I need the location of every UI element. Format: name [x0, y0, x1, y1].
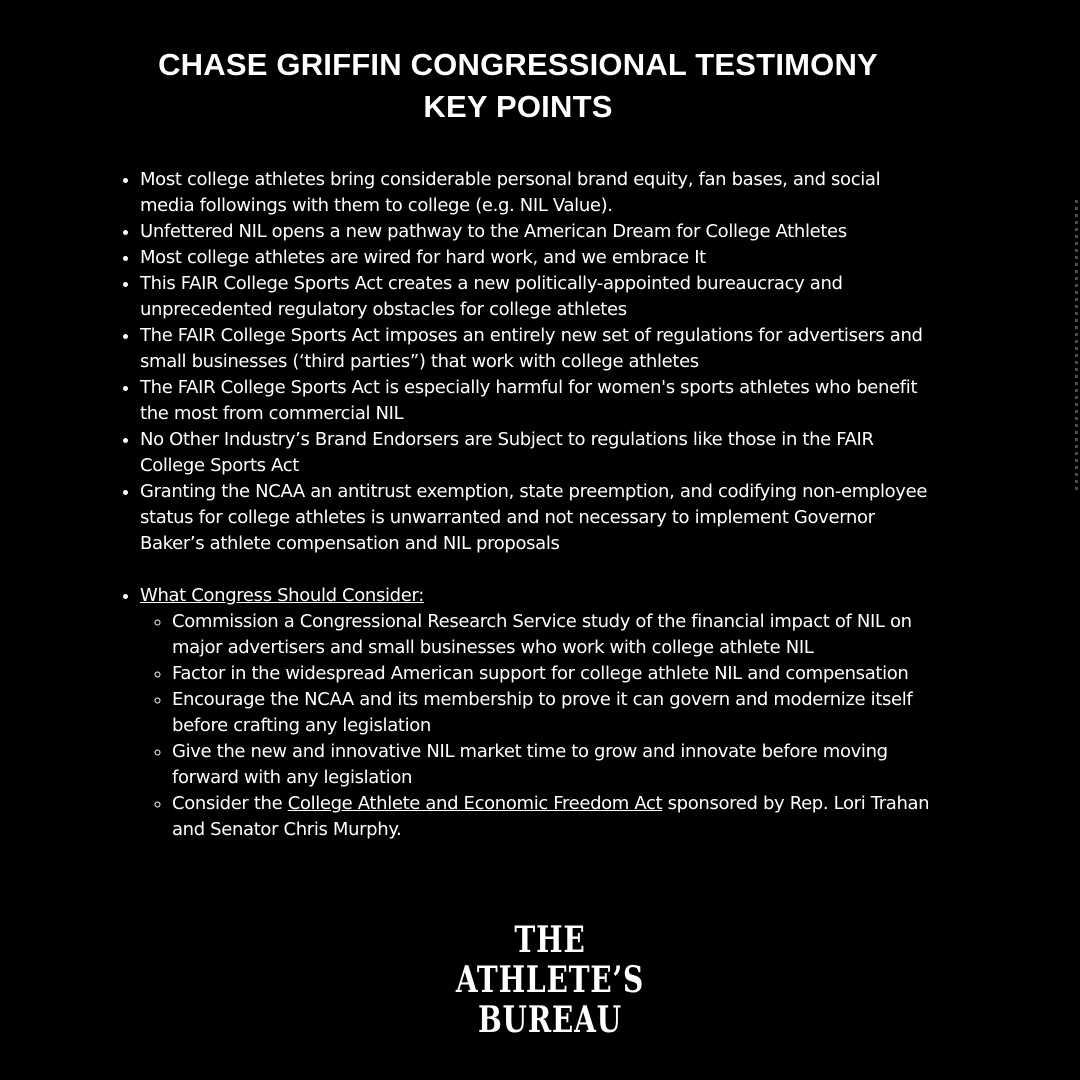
title-line-2: KEY POINTS [423, 89, 613, 124]
consider-item-2: ◦ Factor in the widespread American support for college athlete NIL and compensation [172, 661, 930, 687]
key-points-content [110, 167, 930, 843]
key-point-4: • This FAIR College Sports Act creates a new politically-appointed bureaucracy and unprecedented regulatory obstacles for college athletes [140, 271, 930, 323]
edge-watermark [1075, 200, 1078, 490]
title-line-1: CHASE GRIFFIN CONGRESSIONAL TESTIMONY [158, 47, 878, 82]
consider-item-1: ◦ Commission a Congressional Research Service study of the financial impact of NIL on major advertisers and small businesses who work with college athlete NIL [172, 609, 930, 661]
consider-list [110, 583, 930, 843]
key-point-2: • Unfettered NIL opens a new pathway to the American Dream for College Athletes [140, 219, 930, 245]
page-title [0, 44, 1036, 128]
key-point-1: • Most college athletes bring considerable personal brand equity, fan bases, and social media followings with them to college (e.g. NIL Value). [140, 167, 930, 219]
key-point-5: • The FAIR College Sports Act imposes an entirely new set of regulations for advertisers and small businesses (‘third parties”) that work with college athletes [140, 323, 930, 375]
college-athlete-freedom-act-link[interactable]: College Athlete and Economic Freedom Act [287, 793, 663, 814]
key-point-8: • Granting the NCAA an antitrust exemption, state preemption, and codifying non-employee status for college athletes is unwarranted and not necessary to implement Governor Baker’s athlete compensation and NIL proposals [140, 479, 930, 557]
consider-item-5-prefix: Consider the [172, 793, 288, 814]
consider-section [140, 583, 930, 843]
consider-item-5 [172, 791, 930, 843]
consider-item-3: ◦ Encourage the NCAA and its membership to prove it can govern and modernize itself before crafting any legislation [172, 687, 930, 739]
key-points-list [110, 167, 930, 557]
logo-line-3: BUREAU [478, 999, 622, 1041]
key-point-3: • Most college athletes are wired for hard work, and we embrace It [140, 245, 930, 271]
consider-heading: What Congress Should Consider: [140, 585, 424, 606]
consider-item-5-suffix: sponsored by Rep. Lori Trahan and Senator Chris Murphy. [172, 793, 930, 840]
key-point-6: • The FAIR College Sports Act is especially harmful for women's sports athletes who benefit the most from commercial NIL [140, 375, 930, 427]
athletes-bureau-logo [394, 920, 706, 1040]
consider-item-4: ◦ Give the new and innovative NIL market time to grow and innovate before moving forward with any legislation [172, 739, 930, 791]
key-point-7: • No Other Industry’s Brand Endorsers are Subject to regulations like those in the FAIR College Sports Act [140, 427, 930, 479]
section-spacer [110, 557, 930, 583]
logo-line-2: ATHLETE’S [455, 959, 645, 1001]
logo-line-1: THE [514, 919, 586, 961]
consider-sub-list [140, 609, 930, 843]
